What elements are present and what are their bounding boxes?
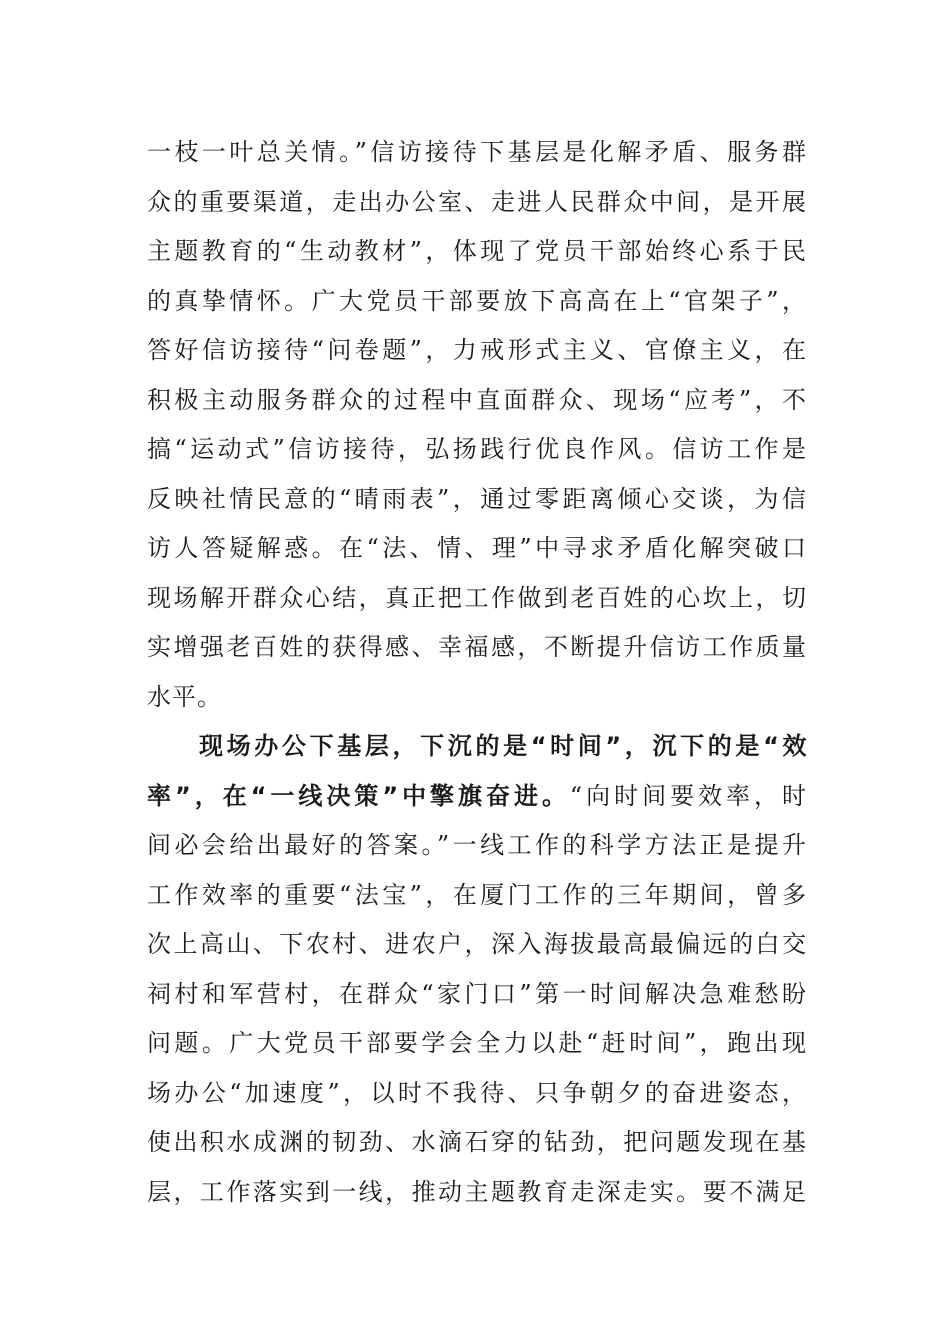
text-line: 祠村和军营村，在群众“家门口”第一时间解决急难愁盼 bbox=[147, 979, 807, 1008]
paragraph-1 bbox=[147, 128, 807, 722]
paragraph-2 bbox=[147, 722, 807, 1217]
text-line: 众的重要渠道，走出办公室、走进人民群众中间，是开展 bbox=[147, 187, 807, 216]
text-line: 层，工作落实到一线，推动主题教育走深走实。要不满足 bbox=[147, 1177, 807, 1206]
paragraph-heading-tail: 率”，在“一线决策”中擎旗奋进。 bbox=[147, 781, 570, 810]
text-line: 水平。 bbox=[147, 682, 222, 711]
text-line bbox=[147, 772, 807, 822]
text-line: 一枝一叶总关情。”信访接待下基层是化解矛盾、服务群 bbox=[147, 138, 807, 166]
paragraph-heading-line: 现场办公下基层，下沉的是“时间”，沉下的是“效 bbox=[199, 732, 807, 760]
text-line: 次上高山、下农村、进农户，深入海拔最高最偏远的白交 bbox=[147, 930, 807, 958]
text-line-rest: “向时间要效率，时 bbox=[569, 781, 807, 810]
text-line: 使出积水成渊的韧劲、水滴石穿的钻劲，把问题发现在基 bbox=[147, 1128, 807, 1156]
text-line: 工作效率的重要“法宝”，在厦门工作的三年期间，曾多 bbox=[147, 880, 807, 909]
text-line: 搞“运动式”信访接待，弘扬践行优良作风。信访工作是 bbox=[147, 435, 807, 463]
text-line: 实增强老百姓的获得感、幸福感，不断提升信访工作质量 bbox=[147, 633, 807, 661]
text-line: 积极主动服务群众的过程中直面群众、现场“应考”，不 bbox=[147, 385, 807, 414]
text-line: 问题。广大党员干部要学会全力以赴“赶时间”，跑出现 bbox=[147, 1029, 807, 1057]
text-line: 场办公“加速度”，以时不我待、只争朝夕的奋进姿态， bbox=[147, 1078, 807, 1107]
text-line: 现场解开群众心结，真正把工作做到老百姓的心坎上，切 bbox=[147, 583, 807, 612]
text-line: 答好信访接待“问卷题”，力戒形式主义、官僚主义，在 bbox=[147, 336, 807, 364]
text-line: 反映社情民意的“晴雨表”，通过零距离倾心交谈，为信 bbox=[147, 484, 807, 513]
text-line: 间必会给出最好的答案。”一线工作的科学方法正是提升 bbox=[147, 831, 807, 859]
text-line: 主题教育的“生动教材”，体现了党员干部始终心系于民 bbox=[147, 237, 807, 265]
text-line: 的真挚情怀。广大党员干部要放下高高在上“官架子”， bbox=[147, 286, 807, 315]
text-line: 访人答疑解惑。在“法、情、理”中寻求矛盾化解突破口 bbox=[147, 534, 807, 562]
